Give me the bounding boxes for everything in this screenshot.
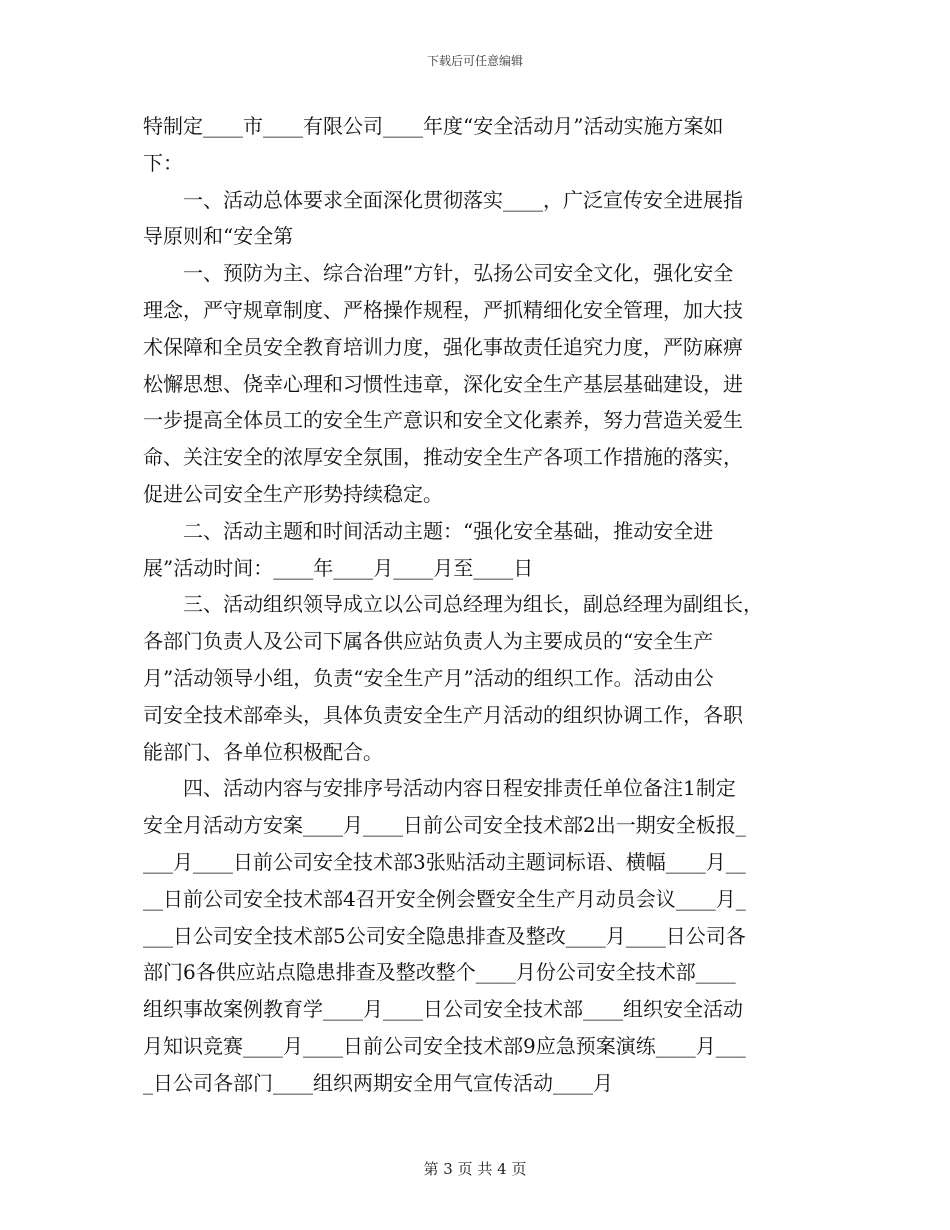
- body-line: 下：: [143, 150, 183, 175]
- body-line: 松懈思想、侥幸心理和习惯性违章，深化安全生产基层基础建设，进: [143, 371, 743, 396]
- body-line: 能部门、各单位积极配合。: [143, 739, 383, 764]
- body-line: 术保障和全员安全教育培训力度，强化事故责任追究力度，严防麻痹: [143, 334, 743, 359]
- section-heading-1: 一、活动总体要求全面深化贯彻落实____，广泛宣传安全进展指: [183, 187, 743, 212]
- body-line: 各部门负责人及公司下属各供应站负责人为主要成员的“安全生产: [143, 629, 714, 654]
- body-line: 组织事故案例教育学____月____日公司安全技术部____组织安全活动: [143, 997, 743, 1022]
- body-line: 月知识竞赛____月____日前公司安全技术部9应急预案演练____月___: [143, 1033, 746, 1058]
- body-line: ___日公司安全技术部5公司安全隐患排查及整改____月____日公司各: [143, 923, 746, 948]
- body-line: 一步提高全体员工的安全生产意识和安全文化素养，努力营造关爱生: [143, 408, 743, 433]
- body-line: 一、预防为主、综合治理”方针，弘扬公司安全文化，强化安全: [183, 261, 734, 286]
- body-line: ___月____日前公司安全技术部3张贴活动主题词标语、横幅____月__: [143, 849, 746, 874]
- body-line: 月”活动领导小组，负责“安全生产月”活动的组织工作。活动由公: [143, 665, 714, 690]
- section-heading-4: 四、活动内容与安排序号活动内容日程安排责任单位备注1制定: [183, 776, 736, 801]
- document-body: [143, 108, 813, 1102]
- body-line: 司安全技术部牵头，具体负责安全生产月活动的组织协调工作，各职: [143, 702, 743, 727]
- body-line: 安全月活动方安案____月____日前公司安全技术部2出一期安全板报_: [143, 813, 746, 838]
- page-header: 下载后可任意编辑: [426, 54, 523, 68]
- body-line: __日前公司安全技术部4召开安全例会暨安全生产月动员会议____月_: [143, 886, 746, 911]
- section-heading-3: 三、活动组织领导成立以公司总经理为组长，副总经理为副组长，: [183, 592, 763, 617]
- body-line: 理念，严守规章制度、严格操作规程，严抓精细化安全管理，加大技: [143, 297, 743, 322]
- body-line: 促进公司安全生产形势持续稳定。: [143, 481, 443, 506]
- body-line: 导原则和“安全第: [143, 224, 294, 249]
- section-heading-2: 二、活动主题和时间活动主题：“强化安全基础，推动安全进: [183, 518, 714, 543]
- body-line: 特制定____市____有限公司____年度“安全活动月”活动实施方案如: [143, 114, 724, 138]
- body-line: 命、关注安全的浓厚安全氛围，推动安全生产各项工作措施的落实，: [143, 445, 743, 470]
- body-line: _日公司各部门____组织两期安全用气宣传活动____月: [143, 1070, 613, 1095]
- page-footer: 第 3 页 共 4 页: [423, 1160, 527, 1178]
- body-line: 展”活动时间：____年____月____月至____日: [143, 555, 534, 580]
- body-line: 部门6各供应站点隐患排查及整改整个____月份公司安全技术部____: [143, 960, 736, 985]
